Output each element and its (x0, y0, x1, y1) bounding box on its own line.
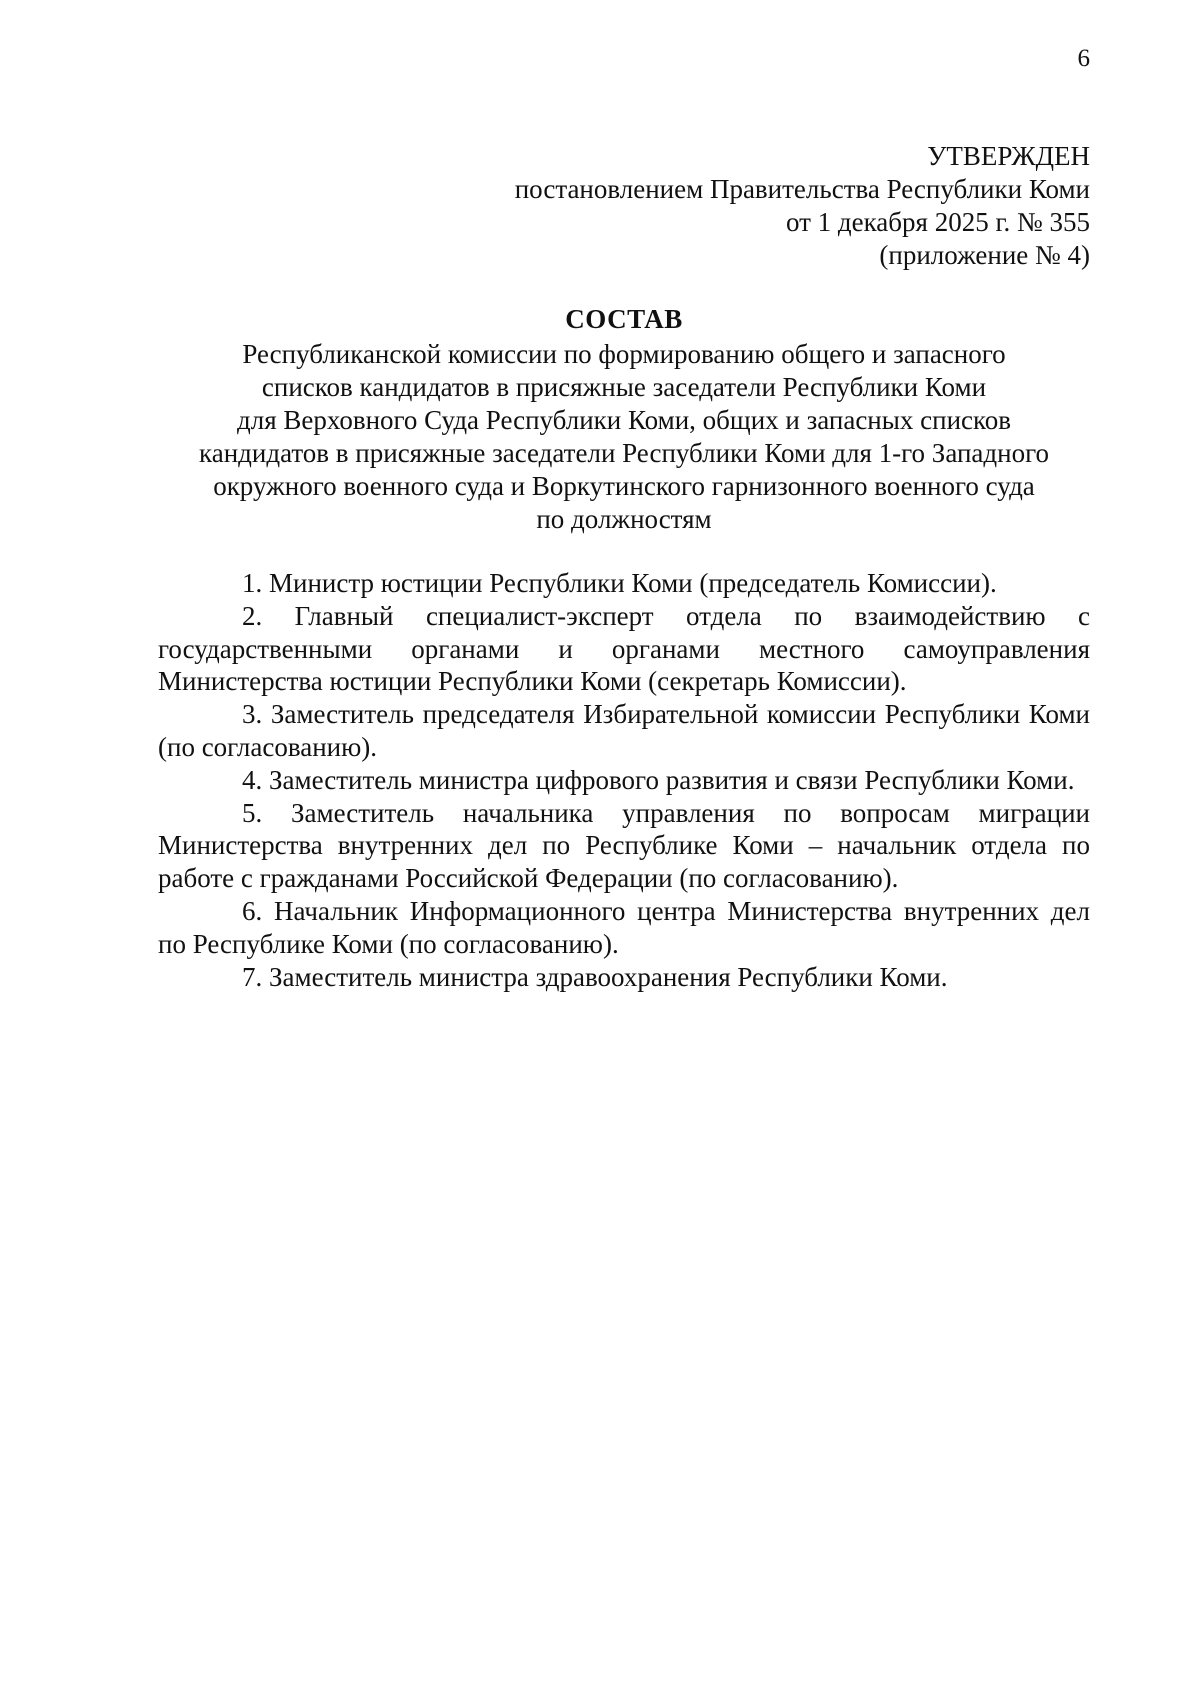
subtitle-line: списков кандидатов в присяжные заседатели Республики Коми (261, 372, 987, 402)
list-item: 7. Заместитель министра здравоохранения Республики Коми. (242, 961, 948, 992)
list-item: 4. Заместитель министра цифрового развития и связи Республики Коми. (242, 764, 1075, 795)
subtitle-line: Республиканской комиссии по формированию общего и запасного (242, 339, 1006, 369)
member-list (158, 567, 1090, 993)
subtitle-line: окружного военного суда и Воркутинского гарнизонного военного суда (213, 471, 1035, 501)
list-item: 6. Начальник Информационного центра Министерства внутренних дел по Республике Коми (по согласованию). (158, 895, 1090, 959)
document-title: СОСТАВ (565, 304, 683, 334)
subtitle-line: кандидатов в присяжные заседатели Республики Коми для 1-го Западного (199, 438, 1049, 468)
document-subtitle (158, 338, 1090, 536)
list-item: 1. Министр юстиции Республики Коми (председатель Комиссии). (242, 568, 997, 598)
subtitle-line: для Верховного Суда Республики Коми, общих и запасных списков (236, 405, 1012, 435)
page-number: 6 (1077, 45, 1090, 72)
approval-resolution: постановлением Правительства Республики Коми (514, 174, 1090, 204)
approval-heading: УТВЕРЖДЕН (927, 141, 1090, 171)
approval-date-number: от 1 декабря 2025 г. № 355 (785, 207, 1090, 237)
approval-appendix: (приложение № 4) (879, 240, 1090, 270)
list-item: 3. Заместитель председателя Избирательной комиссии Республики Коми (по согласованию). (158, 699, 1090, 762)
subtitle-line: по должностям (536, 504, 712, 534)
list-item: 5. Заместитель начальника управления по вопросам миграции Министерства внутренних дел по Республике Коми – начальник отдела по работе с гражданами Российской Федерации (по согласованию). (158, 797, 1090, 894)
list-item: 2. Главный специалист-эксперт отдела по взаимодействию с государственными органами и органами местного самоуправления Министерства юстиции Республики Коми (секретарь Комиссии). (158, 600, 1090, 697)
approval-block (420, 140, 1090, 272)
